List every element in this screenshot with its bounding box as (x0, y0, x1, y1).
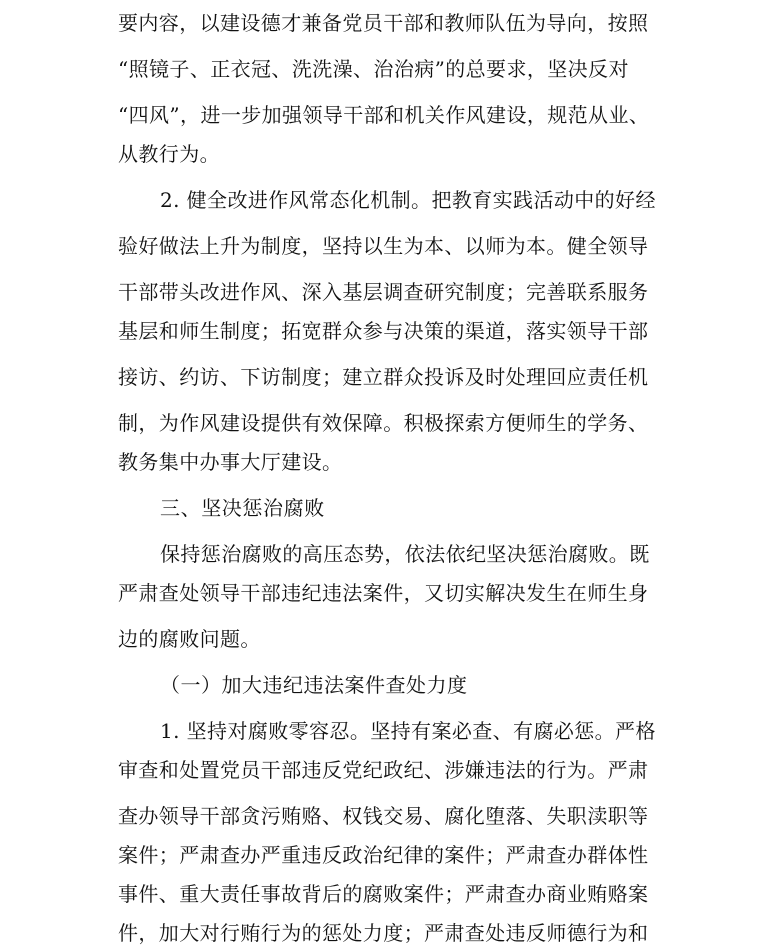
item-2-first-line: 2. 健全改进作风常态化机制。把教育实践活动中的好经 (160, 188, 656, 212)
body-text-line: “四风”，进一步加强领导干部和机关作风建设，规范从业、 (118, 103, 650, 127)
item-1-first-line: 1. 坚持对腐败零容忍。坚持有案必查、有腐必惩。严格 (160, 719, 656, 743)
body-text-line: 要内容，以建设德才兼备党员干部和教师队伍为导向，按照 (118, 11, 649, 35)
body-text-line: 查办领导干部贪污贿赂、权钱交易、腐化堕落、失职渎职等 (118, 804, 649, 828)
body-text-line: 事件、重大责任事故背后的腐败案件；严肃查办商业贿赂案 (118, 882, 649, 906)
body-text-line: 从教行为。 (118, 142, 220, 166)
body-text-line: 审查和处置党员干部违反党纪政纪、涉嫌违法的行为。严肃 (118, 758, 649, 782)
body-text-line: 严肃查处领导干部违纪违法案件，又切实解决发生在师生身 (118, 581, 649, 605)
body-text-line: 验好做法上升为制度，坚持以生为本、以师为本。健全领导 (118, 234, 649, 258)
section-heading: 三、坚决惩治腐败 (160, 496, 325, 520)
body-text-line: 干部带头改进作风、深入基层调查研究制度；完善联系服务 (118, 280, 649, 304)
body-text-line: “照镜子、正衣冠、洗洗澡、治治病”的总要求，坚决反对 (118, 57, 629, 81)
body-text-line: 件，加大对行贿行为的惩处力度；严肃查处违反师德行为和 (118, 921, 649, 945)
subsection-heading: （一）加大违纪违法案件查处力度 (160, 673, 468, 697)
body-text-line: 基层和师生制度；拓宽群众参与决策的渠道，落实领导干部 (118, 319, 649, 343)
body-text-line: 教务集中办事大厅建设。 (118, 450, 343, 474)
body-text-line: 案件；严肃查办严重违反政治纪律的案件；严肃查办群体性 (118, 843, 649, 867)
body-text-line: 接访、约访、下访制度；建立群众投诉及时处理回应责任机 (118, 365, 649, 389)
body-text-line: 制，为作风建设提供有效保障。积极探索方便师生的学务、 (118, 411, 649, 435)
body-text-line: 边的腐败问题。 (118, 627, 261, 651)
paragraph-first-line: 保持惩治腐败的高压态势，依法依纪坚决惩治腐败。既 (160, 542, 650, 566)
